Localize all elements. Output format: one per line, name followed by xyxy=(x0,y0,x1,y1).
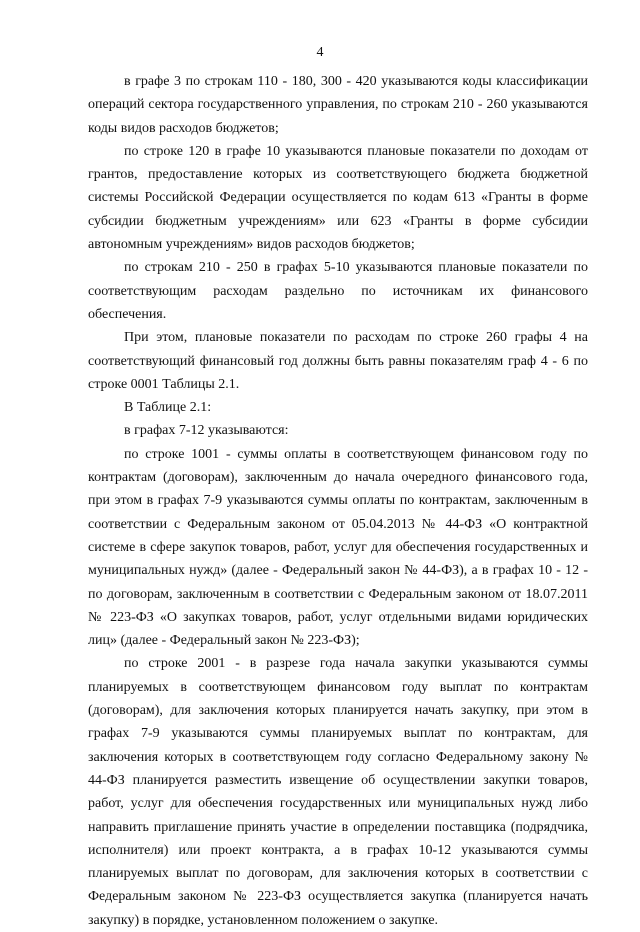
paragraph-columns7-12: в графах 7-12 указываются: xyxy=(124,423,289,439)
paragraph-column3-codes: в графе 3 по строкам 110 - 180, 300 - 420 указываются коды классификации операций сектора государственного управления, по строкам 210 - 260 указываются коды видов расходов бюджетов; xyxy=(88,74,588,136)
paragraph-row2001: по строке 2001 - в разрезе года начала закупки указываются суммы планируемых в соответствующем финансовом году выплат по контрактам (договорам), для заключения которых планируется начать закупку, при этом в графах 7-9 указываются суммы планируемых выплат по контрактам, для заключения которых в соответствующем году согласно Федеральному закону № 44-ФЗ планируется разместить извещение об осуществлении закупки товаров, работ, услуг для обеспечения государственных или муниципальных нужд либо направить приглашение принять участие в определении поставщика (подрядчика, исполнителя) или проект контракта, а в графах 10-12 указываются суммы планируемых выплат по договорам, для заключения которых в соответствии с Федеральным законом № 223-ФЗ осуществляется закупка (планируется начать закупку) в порядке, установленном положением о закупке. xyxy=(88,656,588,928)
page-number: 4 xyxy=(316,45,324,60)
paragraph-table21-heading: В Таблице 2.1: xyxy=(124,400,212,416)
paragraph-rows210-250: по строкам 210 - 250 в графах 5-10 указываются плановые показатели по соответствующим расходам раздельно по источникам их финансового обеспечения. xyxy=(88,260,588,322)
paragraph-row260-equality: При этом, плановые показатели по расходам по строке 260 графы 4 на соответствующий финансовый год должны быть равны показателям граф 4 - 6 по строке 0001 Таблицы 2.1. xyxy=(88,330,588,392)
paragraph-row120-grants: по строке 120 в графе 10 указываются плановые показатели по доходам от грантов, предоставление которых из соответствующего бюджета бюджетной системы Российской Федерации осуществляется по кодам 613 «Гранты в форме субсидии бюджетным учреждениям» или 623 «Гранты в форме субсидии автономным учреждениям» видов расходов бюджетов; xyxy=(88,143,588,253)
paragraph-row1001: по строке 1001 - суммы оплаты в соответствующем финансовом году по контрактам (договорам), заключенным до начала очередного финансового года, при этом в графах 7-9 указываются суммы оплаты по контрактам, заключенным в соответствии с Федеральным законом от 05.04.2013 № 44-ФЗ «О контрактной системе в сфере закупок товаров, работ, услуг для обеспечения государственных и муниципальных нужд» (далее - Федеральный закон № 44-ФЗ), а в графах 10 - 12 - по договорам, заключенным в соответствии с Федеральным законом от 18.07.2011 № 223-ФЗ «О закупках товаров, работ, услуг отдельными видами юридических лиц» (далее - Федеральный закон № 223-ФЗ); xyxy=(88,446,588,649)
